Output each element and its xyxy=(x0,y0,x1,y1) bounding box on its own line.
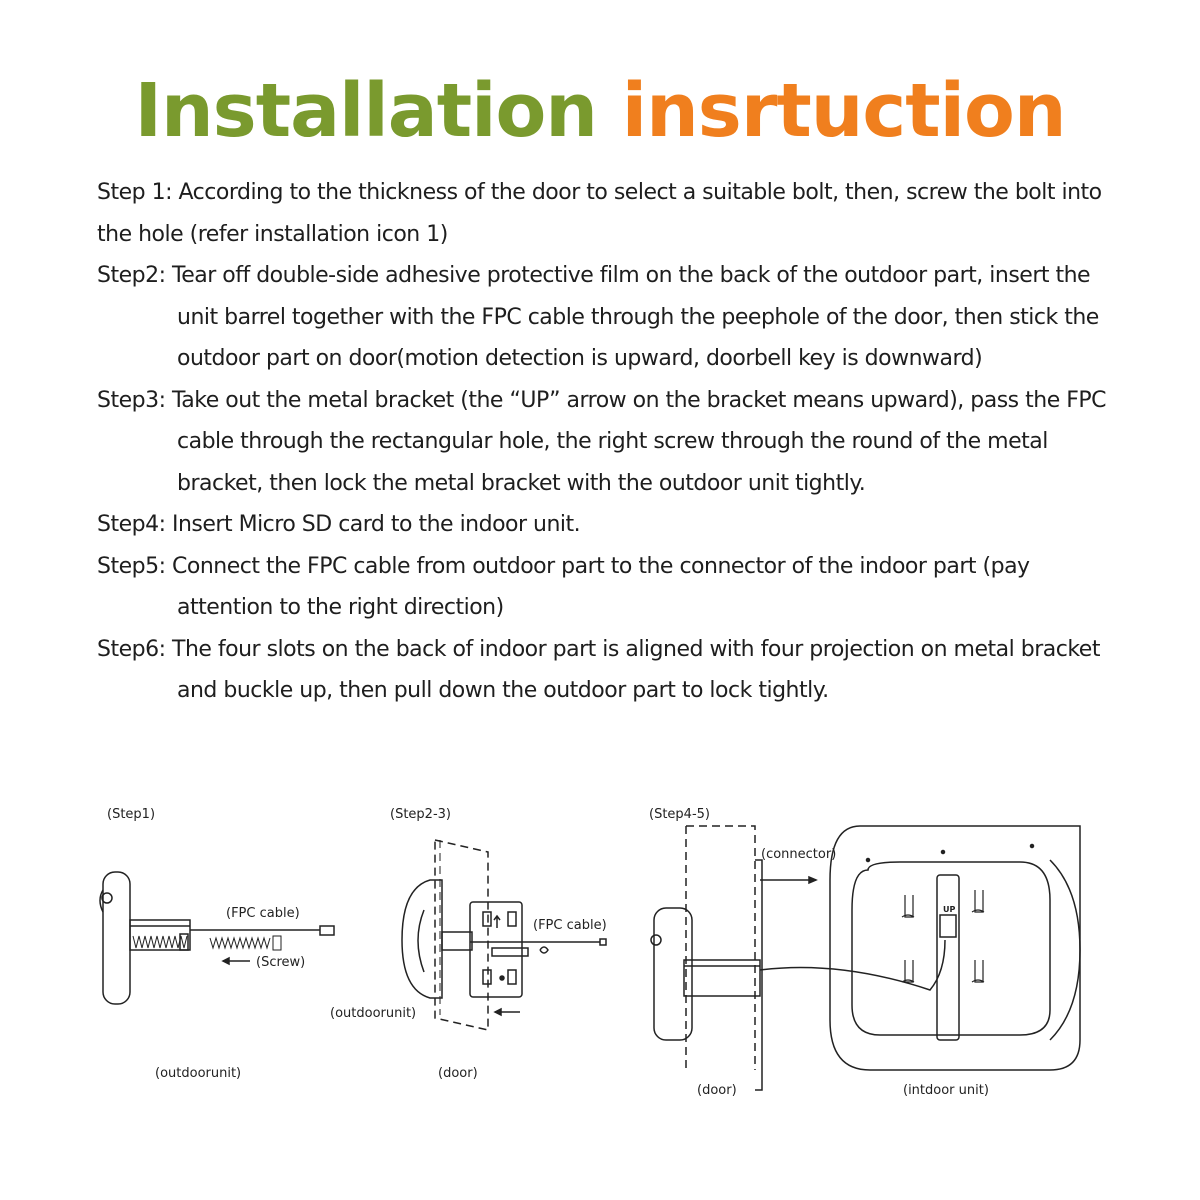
barrel xyxy=(130,920,190,950)
step23-title: (Step2-3) xyxy=(390,807,451,822)
door-panel xyxy=(686,826,755,1070)
step-text: Tear off double-side adhesive protective film on the back of the outdoor part, insert the unit barrel together with the FPC cable through the peephole of the door, then stick the outdoor part on door(motion detection is upward, doorbell key is downward) xyxy=(172,263,1099,371)
step-text: Connect the FPC cable from outdoor part to the connector of the indoor part (pay attention to the right direction) xyxy=(172,553,1030,620)
step-text: Insert Micro SD card to the indoor unit. xyxy=(172,512,581,537)
step23-diagram xyxy=(400,830,615,1050)
step-label: Step2: xyxy=(97,263,166,288)
door-panel xyxy=(435,840,488,1030)
up-mark-label: UP xyxy=(943,905,956,914)
slot-icons xyxy=(902,890,984,982)
bolt-thread-icon xyxy=(133,936,187,948)
rotate-icon xyxy=(540,947,548,953)
outdoor-unit-side xyxy=(402,880,442,998)
arrow-icon xyxy=(495,1009,520,1015)
step-6 xyxy=(97,629,1117,712)
step-2 xyxy=(97,255,1117,380)
step-text: Take out the metal bracket (the “UP” arrow on the bracket means upward), pass the FPC cable through the rectangular hole, the right screw through the round of the metal bracket, then lock the metal bracket with the outdoor unit tightly. xyxy=(172,387,1107,496)
screw-icon xyxy=(210,936,281,950)
step23-outdoor-unit-label: (outdoorunit) xyxy=(330,1006,417,1021)
steps-list xyxy=(97,172,1117,712)
step-label: Step4: xyxy=(97,512,166,537)
step-text: According to the thickness of the door to select a suitable bolt, then, screw the bolt into the hole (refer installation icon 1) xyxy=(97,180,1102,247)
step23-door-label: (door) xyxy=(438,1066,478,1081)
step-label: Step 1: xyxy=(97,180,172,205)
outdoor-unit-body xyxy=(103,872,130,1004)
title-word-installation: Installation xyxy=(134,68,597,154)
step23-fpc-cable-label: (FPC cable) xyxy=(533,918,607,933)
indoor-unit-edge xyxy=(1050,860,1080,1040)
title-word-instruction: insrtuction xyxy=(621,68,1066,154)
step45-door-label: (door) xyxy=(697,1083,737,1098)
arrow-icon xyxy=(760,877,816,883)
step1-fpc-cable-label: (FPC cable) xyxy=(226,906,300,921)
step45-title: (Step4-5) xyxy=(649,807,710,822)
step-1 xyxy=(97,172,1117,255)
page-title xyxy=(0,68,1200,154)
step-label: Step5: xyxy=(97,553,166,579)
step-label: Step6: xyxy=(97,636,166,662)
lens-icon xyxy=(651,935,661,945)
step45-indoor-unit-label: (intdoor unit) xyxy=(903,1083,989,1098)
step-label: Step3: xyxy=(97,387,166,413)
up-arrow-icon xyxy=(494,916,500,928)
step-text: The four slots on the back of indoor part is aligned with four projection on metal bracket and buckle up, then pull down the outdoor part to lock tightly. xyxy=(172,636,1100,703)
step1-diagram xyxy=(95,860,345,1020)
step-4 xyxy=(97,504,1117,546)
connector xyxy=(937,875,959,1040)
metal-bracket xyxy=(755,860,762,1090)
indoor-unit-inner xyxy=(852,862,1050,1035)
arrow-icon xyxy=(223,958,250,964)
step1-outdoor-unit-label: (outdoorunit) xyxy=(155,1066,242,1081)
step1-title: (Step1) xyxy=(107,807,156,822)
step45-diagram xyxy=(640,820,1090,1080)
step-3 xyxy=(97,380,1117,505)
step-5 xyxy=(97,546,1117,629)
step45-connector-label: (connector) xyxy=(761,847,837,862)
step1-screw-label: (Screw) xyxy=(256,955,306,970)
